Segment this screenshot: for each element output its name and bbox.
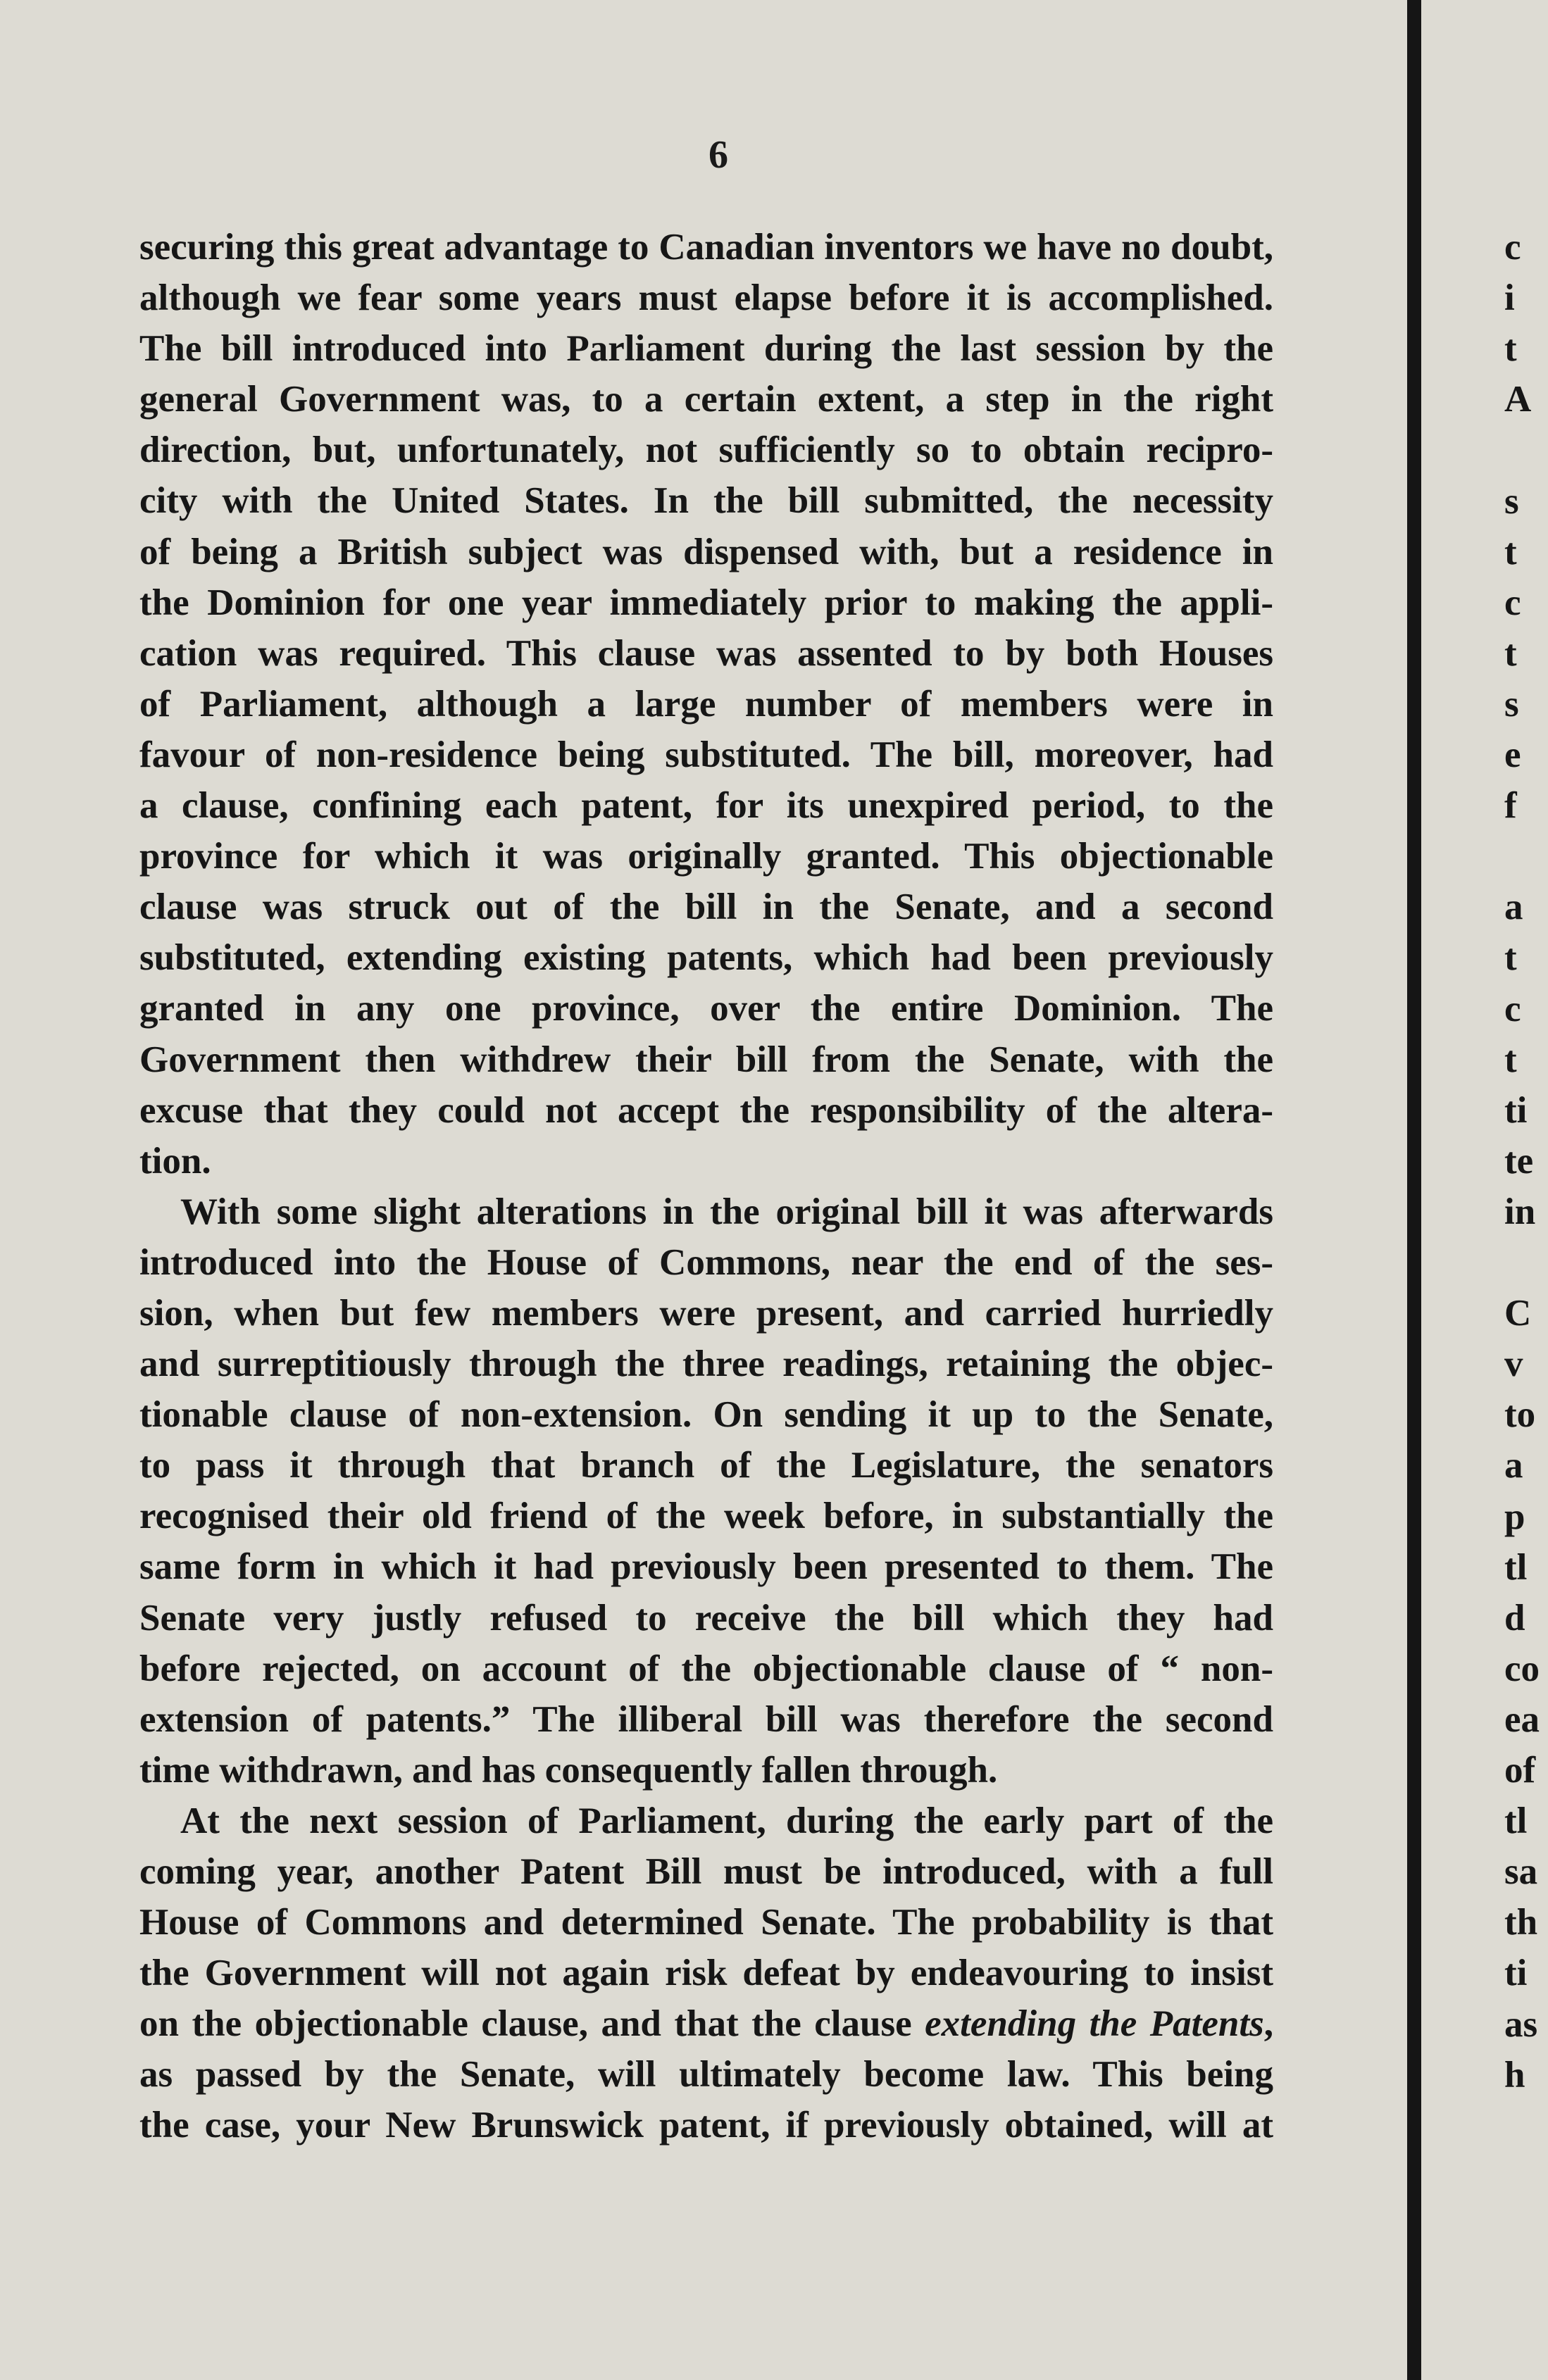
facing-page-fragment: s	[1504, 480, 1519, 522]
facing-page-fragment: ti	[1504, 1089, 1528, 1131]
text-line: introduced into the House of Commons, near the end of the ses-	[139, 1241, 1273, 1283]
facing-page-fragment: ea	[1504, 1698, 1540, 1740]
text-line: tionable clause of non-extension. On sending it up to the Senate,	[139, 1394, 1273, 1436]
facing-page-fragment: t	[1504, 1039, 1517, 1080]
text-line: the Government will not again risk defeat by endeavouring to insist	[139, 1953, 1273, 1994]
facing-page-fragment: as	[1504, 2003, 1538, 2045]
page-number: 6	[709, 133, 728, 177]
facing-page-fragment: v	[1504, 1344, 1523, 1385]
text-line: cation was required. This clause was assented to by both Houses	[139, 632, 1273, 674]
facing-page-fragment: to	[1504, 1394, 1536, 1436]
text-line: Senate very justly refused to receive the bill which they had	[139, 1597, 1273, 1639]
text-line: although we fear some years must elapse before it is accomplished.	[139, 277, 1273, 319]
text-line: clause was struck out of the bill in the Senate, and a second	[139, 887, 1273, 928]
facing-page-fragment: h	[1504, 2054, 1525, 2096]
text-line: of Parliament, although a large number of members were in	[139, 683, 1273, 725]
text-line: recognised their old friend of the week before, in substantially the	[139, 1496, 1273, 1537]
text-line: direction, but, unfortunately, not sufficiently so to obtain recipro-	[139, 430, 1273, 471]
facing-page-fragment: p	[1504, 1496, 1525, 1537]
text-line: to pass it through that branch of the Legislature, the senators	[139, 1445, 1273, 1486]
text-line: securing this great advantage to Canadian inventors we have no doubt,	[139, 227, 1273, 268]
text-line: substituted, extending existing patents, which had been previously	[139, 937, 1273, 979]
facing-page-fragment: co	[1504, 1648, 1540, 1689]
text-line: province for which it was originally granted. This objectionable	[139, 836, 1273, 877]
text-line: extension of patents.” The illiberal bill was therefore the second	[139, 1698, 1273, 1740]
facing-page-fragment: d	[1504, 1597, 1525, 1639]
text-line: general Government was, to a certain extent, a step in the right	[139, 379, 1273, 420]
facing-page-fragment: of	[1504, 1750, 1536, 1791]
facing-page-fragment: C	[1504, 1293, 1532, 1334]
facing-page-fragment: f	[1504, 785, 1517, 827]
text-line: the Dominion for one year immediately prior to making the appli-	[139, 582, 1273, 623]
facing-page-fragment: A	[1504, 379, 1532, 420]
facing-page-fragment: te	[1504, 1140, 1534, 1182]
text-line: excuse that they could not accept the responsibility of the altera-	[139, 1089, 1273, 1131]
facing-page-fragment: sa	[1504, 1851, 1538, 1893]
facing-page-fragment: i	[1504, 277, 1515, 319]
body-text	[139, 222, 1273, 2151]
facing-page-fragment: c	[1504, 582, 1521, 623]
facing-page-fragment: c	[1504, 988, 1521, 1029]
facing-page-fragment: tl	[1504, 1800, 1528, 1842]
facing-page-fragment: t	[1504, 531, 1517, 572]
text-line: and surreptitiously through the three readings, retaining the objec-	[139, 1344, 1273, 1385]
text-line: House of Commons and determined Senate. The probability is that	[139, 1902, 1273, 1943]
text-line: before rejected, on account of the objectionable clause of “ non-	[139, 1648, 1273, 1689]
facing-page-fragment: tl	[1504, 1546, 1528, 1588]
facing-page-fragment: e	[1504, 734, 1521, 775]
text-line: The bill introduced into Parliament during the last session by the	[139, 328, 1273, 370]
text-line: coming year, another Patent Bill must be introduced, with a full	[139, 1851, 1273, 1892]
text-line: the case, your New Brunswick patent, if previously obtained, will at	[139, 2105, 1273, 2146]
text-line: With some slight alterations in the original bill it was afterwards	[180, 1191, 1273, 1232]
facing-page-fragment: a	[1504, 1445, 1523, 1486]
gutter-divider	[1407, 0, 1421, 2380]
text-line: time withdrawn, and has consequently fallen through.	[139, 1749, 998, 1791]
text-line: a clause, confining each patent, for its unexpired period, to the	[139, 785, 1273, 827]
text-line: same form in which it had previously been presented to them. The	[139, 1546, 1273, 1588]
text-line	[139, 1998, 1273, 2049]
facing-page-fragment: in	[1504, 1191, 1536, 1232]
facing-page-fragment: a	[1504, 887, 1523, 928]
text-line: tion.	[139, 1140, 211, 1182]
facing-page-fragment: t	[1504, 632, 1517, 674]
text-segment: ,	[1263, 2003, 1273, 2045]
facing-page-fragment: s	[1504, 683, 1519, 725]
text-line: sion, when but few members were present, and carried hurriedly	[139, 1292, 1273, 1334]
facing-page-fragment: c	[1504, 227, 1521, 268]
text-line: of being a British subject was dispensed with, but a residence in	[139, 531, 1273, 572]
facing-page-fragments	[1504, 222, 1548, 2100]
text-line: as passed by the Senate, will ultimately become law. This being	[139, 2054, 1273, 2096]
facing-page-fragment: t	[1504, 937, 1517, 979]
text-line: favour of non-residence being substituted. The bill, moreover, had	[139, 734, 1273, 775]
text-line: granted in any one province, over the entire Dominion. The	[139, 988, 1273, 1029]
facing-page-fragment: th	[1504, 1902, 1538, 1943]
facing-page-fragment: t	[1504, 328, 1517, 370]
facing-page-fragment: ti	[1504, 1953, 1528, 1994]
italic-phrase: extending the Patents	[925, 2003, 1264, 2045]
text-line: Government then withdrew their bill from the Senate, with the	[139, 1039, 1273, 1080]
text-segment: on the objectionable clause, and that the clause	[139, 2003, 925, 2045]
text-line: At the next session of Parliament, during the early part of the	[180, 1800, 1273, 1841]
text-line: city with the United States. In the bill submitted, the necessity	[139, 480, 1273, 522]
